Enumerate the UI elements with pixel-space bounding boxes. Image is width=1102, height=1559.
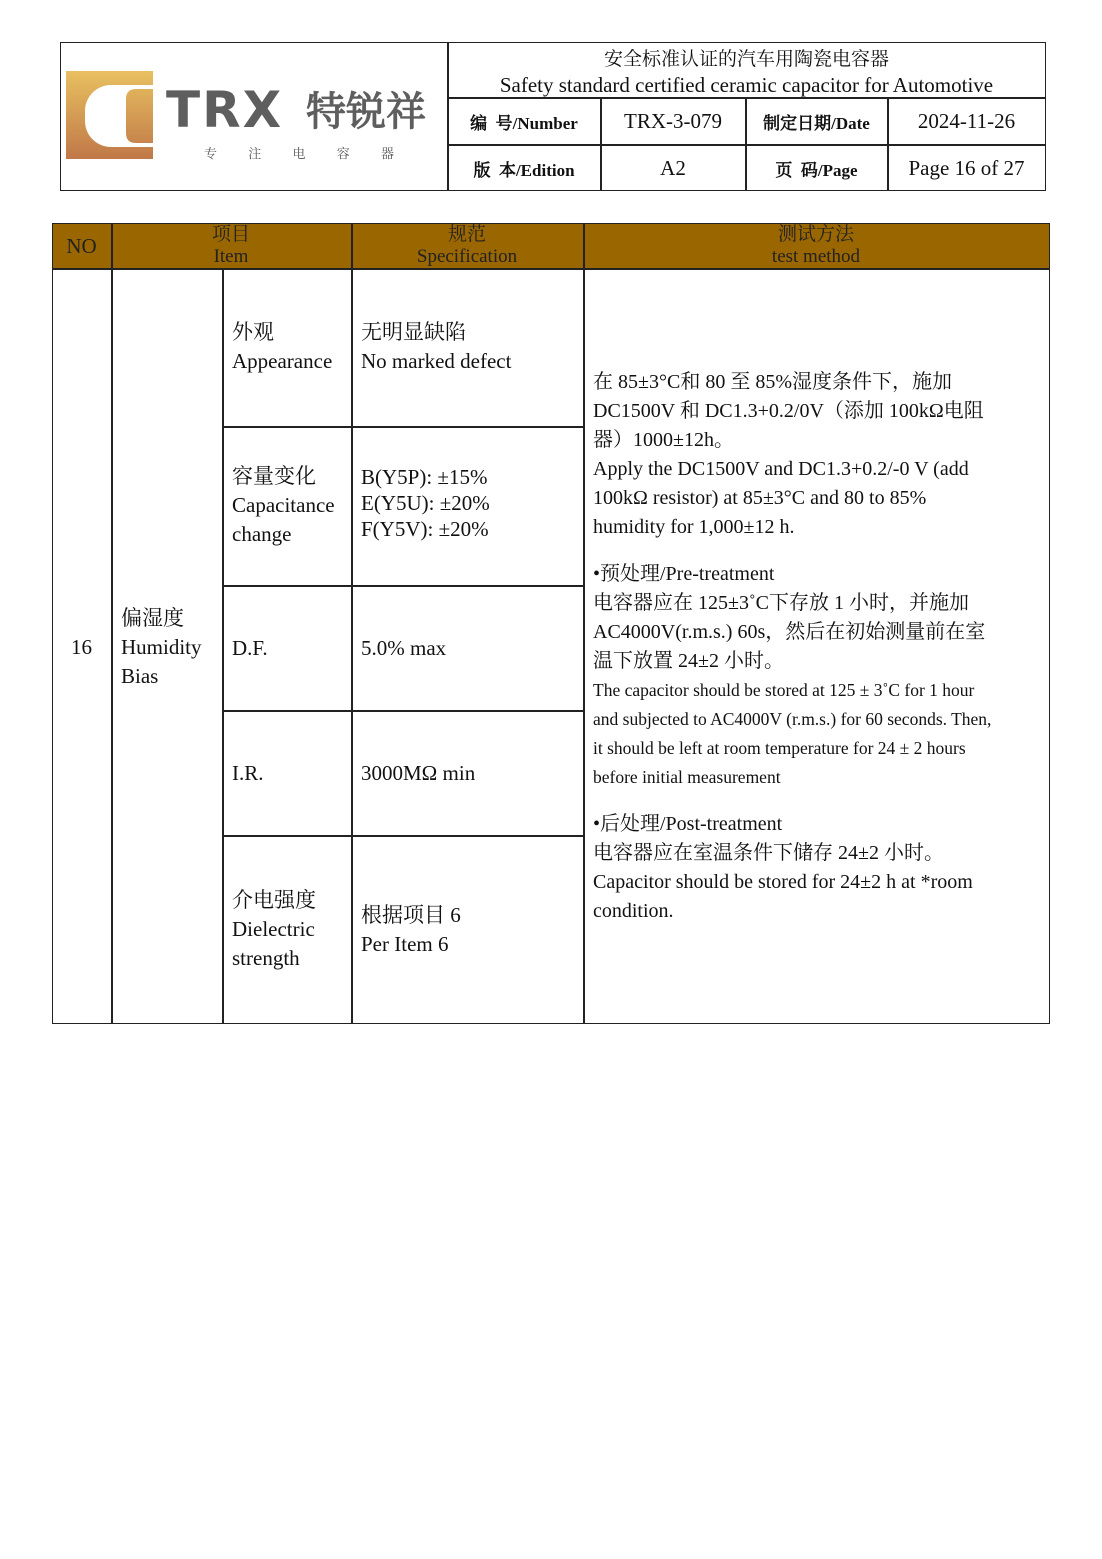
company-logo	[66, 71, 446, 161]
spec-ir: 3000MΩ min	[361, 761, 476, 785]
sub-item-appearance: 外观 Appearance	[232, 320, 333, 373]
sub-item-dielectric: 介电强度 Dielectric strength	[232, 888, 316, 970]
doc-title-cn: 安全标准认证的汽车用陶瓷电容器	[603, 48, 889, 70]
sub-item-df: D.F.	[232, 636, 268, 660]
col-header-item: 项目 Item	[211, 224, 250, 267]
date-value: 2024-11-26	[917, 108, 1016, 133]
col-header-method: 测试方法 test method	[771, 224, 861, 267]
doc-title-en: Safety standard certified ceramic capacitor for Automotive	[499, 72, 994, 97]
method-main: 在 85±3°C和 80 至 85%湿度条件下，施加 DC1500V 和 DC1.3+0.2/0V（添加 100kΩ电阻 器）1000±12h。 Apply the DC1500V and DC1.3+0.2/-0 V (add 100kΩ resistor) at 85±3°C and 80 to 85% humidity for 1,000±12 h.	[593, 371, 984, 538]
sub-item-ir: I.R.	[232, 761, 264, 785]
sub-item-capacitance: 容量变化 Capacitance change	[232, 464, 335, 546]
logo-mark-icon	[66, 71, 156, 161]
spec-df: 5.0% max	[361, 636, 447, 660]
col-header-no: NO	[66, 234, 97, 258]
page-value: Page 16 of 27	[908, 155, 1025, 180]
method-pre-treatment-en: The capacitor should be stored at 125 ± 3˚C for 1 hour and subjected to AC4000V (r.m.s.) for 60 seconds. Then, it should be left at room temperature for 24 ± 2 hours before initial measurement	[593, 680, 992, 787]
item-name: 偏湿度 Humidity Bias	[121, 606, 202, 688]
edition-label: 版 本/Edition	[473, 160, 575, 180]
edition-value: A2	[660, 155, 686, 180]
page-label: 页 码/Page	[775, 160, 858, 180]
method-pre-treatment: •预处理/Pre-treatment 电容器应在 125±3˚C下存放 1 小时，并施加 AC4000V(r.m.s.) 60s，然后在初始测量前在室 温下放置 24±2 小时。	[593, 563, 986, 672]
logo-slogan: 专 注 电 容 器	[204, 146, 395, 161]
spec-dielectric: 根据项目 6 Per Item 6	[361, 903, 461, 956]
row-number: 16	[71, 635, 92, 659]
logo-brand-text: TRX	[166, 81, 284, 139]
number-label: 编 号/Number	[470, 113, 578, 133]
spec-capacitance: B(Y5P): ±15% E(Y5U): ±20% F(Y5V): ±20%	[361, 465, 490, 541]
date-label: 制定日期/Date	[763, 113, 870, 133]
col-header-spec: 规范 Specification	[416, 224, 518, 267]
logo-brand-cn: 特锐祥	[306, 89, 426, 135]
number-value: TRX-3-079	[624, 108, 722, 133]
spec-appearance: 无明显缺陷 No marked defect	[361, 320, 512, 373]
method-post-treatment: •后处理/Post-treatment 电容器应在室温条件下储存 24±2 小时。 Capacitor should be stored for 24±2 h at *room condition.	[593, 813, 973, 922]
